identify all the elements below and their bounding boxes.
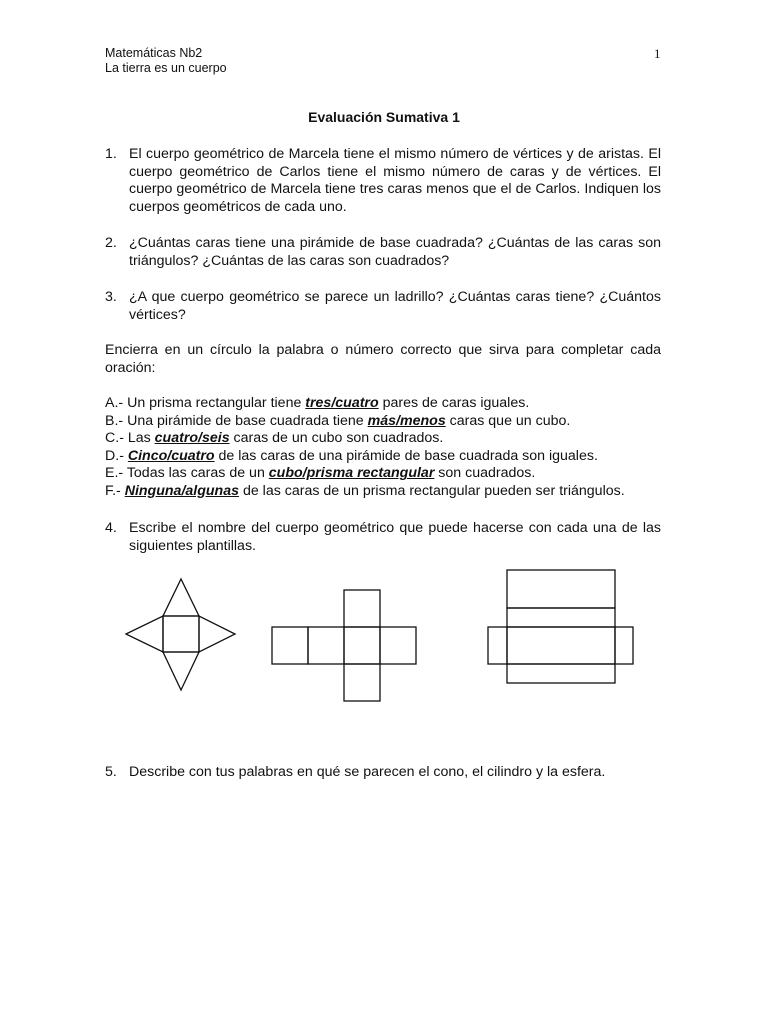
option-c: C.- Las cuatro/seis caras de un cubo son cuadrados.: [105, 430, 444, 447]
option-d: D.- Cinco/cuatro de las caras de una pirámide de base cuadrada son iguales.: [105, 447, 598, 464]
question-2-text: ¿Cuántas caras tiene una pirámide de base cuadrada? ¿Cuántas de las caras son triángulos? ¿Cuántas de las caras son cuadrados?: [129, 235, 661, 269]
question-2-number: 2.: [105, 235, 117, 251]
cube-face-top: [344, 590, 380, 627]
prism-face-top-back: [507, 570, 615, 608]
options-list: [105, 395, 705, 501]
option-e-choice: cubo/prisma rectangular: [268, 465, 435, 482]
page-header: [105, 46, 227, 76]
question-3-number: 3.: [105, 289, 117, 305]
question-3-text: ¿A que cuerpo geométrico se parece un ladrillo? ¿Cuántas caras tiene? ¿Cuántos vértices?: [129, 289, 661, 323]
question-1-number: 1.: [105, 146, 117, 162]
pyramid-face-top: [163, 579, 199, 616]
option-a-choice: tres/cuatro: [305, 395, 379, 411]
cube-face-bottom: [344, 664, 380, 701]
pyramid-face-bottom: [163, 652, 199, 690]
option-b-choice: más/menos: [367, 412, 446, 429]
question-4-text: Escribe el nombre del cuerpo geométrico que puede hacerse con cada una de las siguientes plantillas.: [129, 520, 661, 554]
question-5-text: Describe con tus palabras en qué se parecen el cono, el cilindro y la esfera.: [129, 764, 606, 780]
option-f-choice: Ninguna/algunas: [124, 482, 239, 499]
option-a: A.- Un prisma rectangular tiene tres/cuatro pares de caras iguales.: [105, 395, 530, 411]
cube-face-2: [308, 627, 344, 664]
pyramid-base-square: [163, 616, 199, 652]
pyramid-net: [126, 579, 235, 690]
cube-face-1: [272, 627, 308, 664]
cube-net: [272, 590, 416, 701]
prism-face-front: [507, 627, 615, 664]
prism-face-top: [507, 608, 615, 627]
question-2: [105, 235, 661, 270]
instruction-text: Encierra en un círculo la palabra o número correcto que sirva para completar cada oración:: [105, 342, 661, 376]
header-subject: Matemáticas Nb2: [105, 46, 203, 60]
header-unit: La tierra es un cuerpo: [105, 61, 227, 75]
prism-face-bottom: [507, 664, 615, 683]
cube-face-3: [344, 627, 380, 664]
cube-face-4: [380, 627, 416, 664]
option-e: E.- Todas las caras de un cubo/prisma rectangular son cuadrados.: [105, 465, 536, 482]
option-f: F.- Ninguna/algunas de las caras de un prisma rectangular pueden ser triángulos.: [105, 482, 625, 499]
pyramid-face-left: [126, 616, 163, 652]
prism-face-right: [615, 627, 633, 664]
question-5-number: 5.: [105, 764, 117, 780]
question-4: [105, 520, 661, 555]
question-1-text: El cuerpo geométrico de Marcela tiene el mismo número de vértices y de aristas. El cuerpo geométrico de Carlos tiene el mismo número de caras y de vértices. El cuerpo geométrico de Marcela tiene tres caras menos que el de Carlos. Indiquen los cuerpos geométricos de cada uno.: [129, 146, 661, 215]
option-c-choice: cuatro/seis: [154, 430, 230, 447]
document-title: Evaluación Sumativa 1: [308, 109, 460, 125]
option-d-choice: Cinco/cuatro: [127, 447, 215, 464]
question-3: [105, 289, 661, 324]
prism-net: [488, 570, 633, 683]
question-4-number: 4.: [105, 520, 117, 536]
question-1: [105, 146, 661, 216]
option-b: B.- Una pirámide de base cuadrada tiene más/menos caras que un cubo.: [105, 412, 571, 429]
prism-face-left: [488, 627, 507, 664]
page-number: 1: [654, 46, 661, 61]
question-5: [105, 764, 661, 782]
pyramid-face-right: [199, 616, 235, 652]
